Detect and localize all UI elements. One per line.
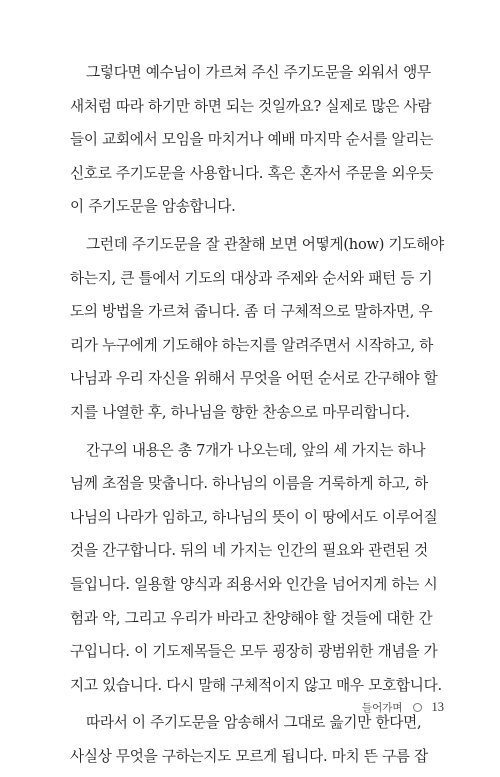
text-line: 리가 누구에게 기도해야 하는지를 알려주면서 시작하고, 하 xyxy=(70,336,434,354)
paragraph-4 xyxy=(70,706,440,773)
text-line: 구입니다. 이 기도제목들은 모두 굉장히 광범위한 개념을 가 xyxy=(70,643,438,661)
text-line: 새처럼 따라 하기만 하면 되는 것일까요? 실제로 많은 사람 xyxy=(70,97,432,115)
text-line: 지를 나열한 후, 하나님을 향한 찬송으로 마무리합니다. xyxy=(70,403,410,421)
text-line: 신호로 주기도문을 사용합니다. 혹은 혼자서 주문을 외우듯 xyxy=(70,164,434,182)
paragraph-2 xyxy=(70,228,444,430)
paragraph-3 xyxy=(70,434,440,703)
text-line: 나님과 우리 자신을 위해서 무엇을 어떤 순서로 간구해야 할 xyxy=(70,370,438,388)
text-line: 들입니다. 일용할 양식과 죄용서와 인간을 넘어지게 하는 시 xyxy=(70,575,438,593)
text-line: 나님의 나라가 임하고, 하나님의 뜻이 이 땅에서도 이루어질 xyxy=(70,508,438,526)
text-line: 간구의 내용은 총 7개가 나오는데, 앞의 세 가지는 하나 xyxy=(86,441,426,459)
text-line: 그런데 주기도문을 잘 관찰해 보면 어떻게(how) 기도해야 xyxy=(86,235,444,253)
text-line: 험과 악, 그리고 우리가 바라고 찬양해야 할 것들에 대한 간 xyxy=(70,609,433,627)
text-line: 지고 있습니다. 다시 말해 구체적이지 않고 매우 모호합니다. xyxy=(70,676,442,694)
text-line: 하는지, 큰 틀에서 기도의 대상과 주제와 순서와 패턴 등 기 xyxy=(70,269,433,287)
text-line: 이 주기도문을 암송합니다. xyxy=(70,198,236,216)
text-line: 그렇다면 예수님이 가르쳐 주신 주기도문을 외워서 앵무 xyxy=(86,64,431,81)
text-line: 사실상 무엇을 구하는지도 모르게 됩니다. 마치 뜬 구름 잡 xyxy=(70,747,428,765)
text-line: 것을 간구합니다. 뒤의 네 가지는 인간의 필요와 관련된 것 xyxy=(70,542,428,560)
body-text xyxy=(70,56,444,777)
section-title: 들어가며 xyxy=(361,702,403,714)
text-line: 들이 교회에서 모임을 마치거나 예배 마지막 순서를 알리는 xyxy=(70,131,434,149)
circle-separator-icon xyxy=(413,703,422,712)
text-line: 따라서 이 주기도문을 암송해서 그대로 읊기만 한다면, xyxy=(86,714,422,732)
page-number: 13 xyxy=(431,700,444,714)
text-line: 도의 방법을 가르쳐 줍니다. 좀 더 구체적으로 말하자면, 우 xyxy=(70,303,433,321)
text-line: 님께 초점을 맞춥니다. 하나님의 이름을 거룩하게 하고, 하 xyxy=(70,475,428,493)
paragraph-1 xyxy=(70,56,440,224)
page-footer xyxy=(0,700,444,715)
